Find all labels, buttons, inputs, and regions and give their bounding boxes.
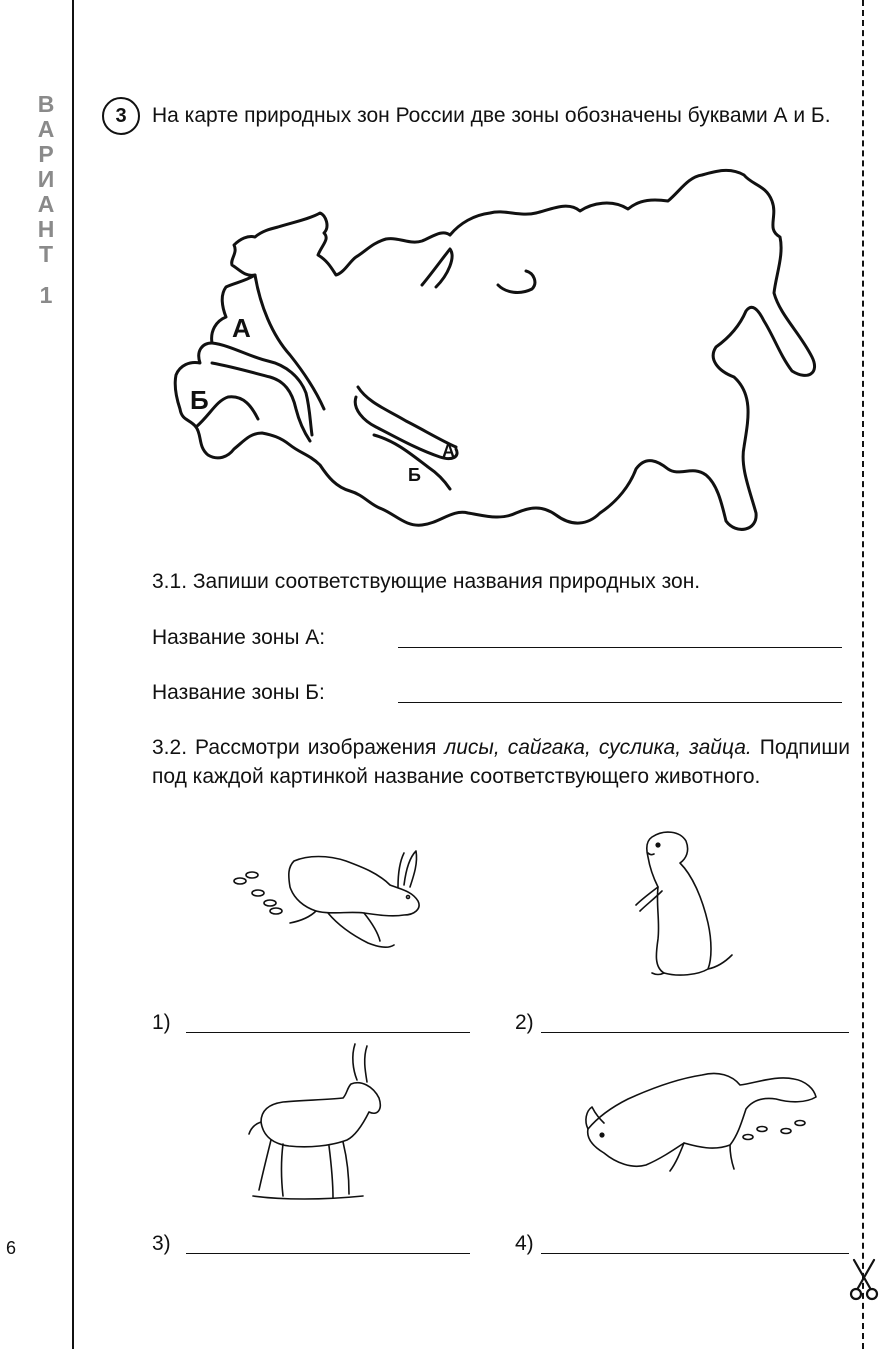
question-3-2 [152,733,850,791]
variant-letter: Т [38,241,54,267]
zone-b-label: Название зоны Б: [152,681,325,704]
left-margin-rule [72,0,74,1349]
variant-number: 1 [39,282,53,308]
zone-a-boundary [212,343,312,435]
variant-label [32,92,60,308]
russia-outline [175,170,814,529]
hare-illustration [228,845,428,960]
map-label-a-north: А [232,313,251,343]
island-novaya-zemlya [422,249,452,287]
map-label-b-south: Б [408,465,421,485]
variant-letter: И [37,166,55,192]
answer-3-number: 3) [152,1232,171,1255]
variant-letter: Р [38,141,54,167]
variant-letter: А [37,191,55,217]
taymyr [498,271,535,292]
zone-a-answer-line[interactable] [398,647,842,648]
russia-zone-map [160,165,830,545]
q32-animal-list: лисы, сайгака, суслика, зайца. [444,736,752,759]
saiga-illustration [243,1040,393,1205]
scissors-icon [848,1258,880,1304]
map-label-a-south: А [442,441,455,461]
answer-2-line[interactable] [541,1032,849,1033]
answer-2-number: 2) [515,1011,534,1034]
zone-a-label: Название зоны А: [152,626,326,649]
zone-a-inner [255,275,324,409]
south-zone-a [358,387,456,447]
variant-letter: В [37,91,55,117]
question-3-1: 3.1. Запиши соответствующие названия природных зон. [152,570,701,593]
task-number-badge: 3 [102,97,140,135]
zone-b-answer-line[interactable] [398,702,842,703]
variant-letter: А [37,116,55,142]
answer-1-number: 1) [152,1011,171,1034]
variant-letter: Н [37,216,55,242]
fox-illustration [580,1053,820,1178]
answer-3-line[interactable] [186,1253,470,1254]
cut-line [862,0,864,1349]
q32-prompt-start: 3.2. Рассмотри изображения [152,736,445,759]
task-text: На карте природных зон России две зоны обозначены буквами А и Б. [152,104,831,127]
page-number: 6 [6,1238,17,1258]
answer-4-number: 4) [515,1232,534,1255]
gopher-illustration [628,827,738,982]
answer-1-line[interactable] [186,1032,470,1033]
q32-prompt-end: Подпиши под каждой картинкой название соответствующего животного. [152,736,850,788]
answer-4-line[interactable] [541,1253,849,1254]
map-label-b-west: Б [190,385,209,415]
